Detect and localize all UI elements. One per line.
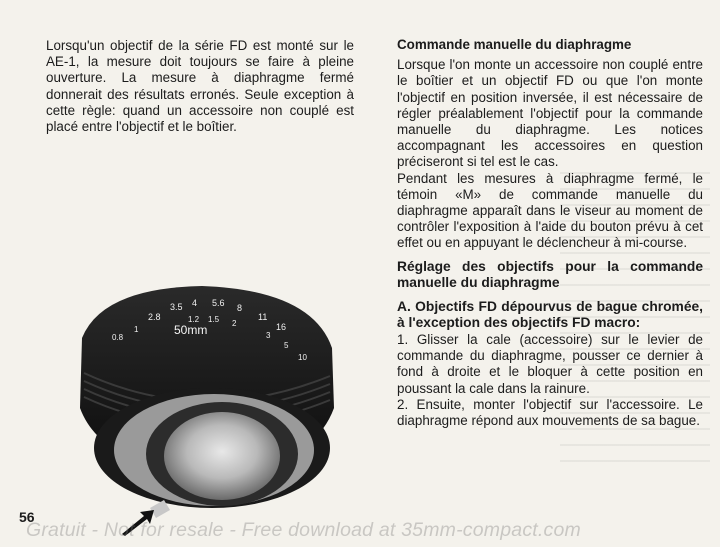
distance-mark: 0.8 <box>112 333 124 342</box>
distance-mark: 2 <box>232 319 237 328</box>
aperture-mark: 3.5 <box>170 302 183 312</box>
paragraph-step-1: 1. Glisser la cale (accessoire) sur le levier de commande du diaphragme, pousser ce dernier à fond à droite et le bloquer à cette position en poussant la cale dans la rainure. <box>397 332 703 396</box>
aperture-mark: 16 <box>276 322 287 332</box>
aperture-mark: 5.6 <box>212 298 225 308</box>
distance-mark: 5 <box>284 341 289 350</box>
aperture-mark: 2.8 <box>148 312 161 322</box>
left-column <box>46 38 354 135</box>
paragraph-manual-aperture: Lorsque l'on monte un accessoire non couplé entre le boîtier et un objectif FD ou que l'on monte l'objectif en position inversée, il est nécessaire de régler préalablement l'objectif pour la commande manuelle du diaphragme. Les notices accompagnant les accessoires en question préciseront si tel est le cas. <box>397 57 703 170</box>
lens-photo <box>62 278 352 536</box>
heading-manual-aperture: Commande manuelle du diaphragme <box>397 37 632 52</box>
distance-mark: 1 <box>134 325 139 334</box>
heading-fd-lenses-a: A. Objectifs FD dépourvus de bague chromée, à l'exception des objectifs FD macro: <box>397 298 703 331</box>
distance-mark: 10 <box>298 353 307 362</box>
page-number: 56 <box>19 509 35 525</box>
rear-glass <box>164 412 280 500</box>
distance-mark: 1.5 <box>208 315 220 324</box>
paragraph-stop-down-metering: Pendant les mesures à diaphragme fermé, le témoin «M» de commande manuelle du diaphragme apparaît dans le viseur au moment de contrôler l'exposition à l'aide du bouton prévu à cet effet ou en appuyant le déclencheur à mi-course. <box>397 170 703 251</box>
left-paragraph: Lorsqu'un objectif de la série FD est monté sur le AE-1, la mesure doit toujours se faire à pleine ouverture. La mesure à diaphragme fermé donnerait des résultats erronés. Seule exception à cette règle: quand un accessoire non couplé est placé entre l'objectif et le boîtier. <box>46 38 354 135</box>
aperture-mark: 8 <box>237 303 243 313</box>
distance-mark: 3 <box>266 331 271 340</box>
paragraph-step-2: 2. Ensuite, monter l'objectif sur l'accessoire. Le diaphragme répond aux mouvements de sa bague. <box>397 396 703 429</box>
heading-lens-setting: Réglage des objectifs pour la commande manuelle du diaphragme <box>397 258 703 291</box>
distance-mark: 1.2 <box>188 315 200 324</box>
aperture-mark: 11 <box>258 312 268 322</box>
watermark: Gratuit - Not for resale - Free download at 35mm-compact.com <box>26 519 581 541</box>
focal-length-label: 50mm <box>174 323 208 337</box>
right-column <box>397 37 703 429</box>
aperture-mark: 4 <box>192 298 198 308</box>
